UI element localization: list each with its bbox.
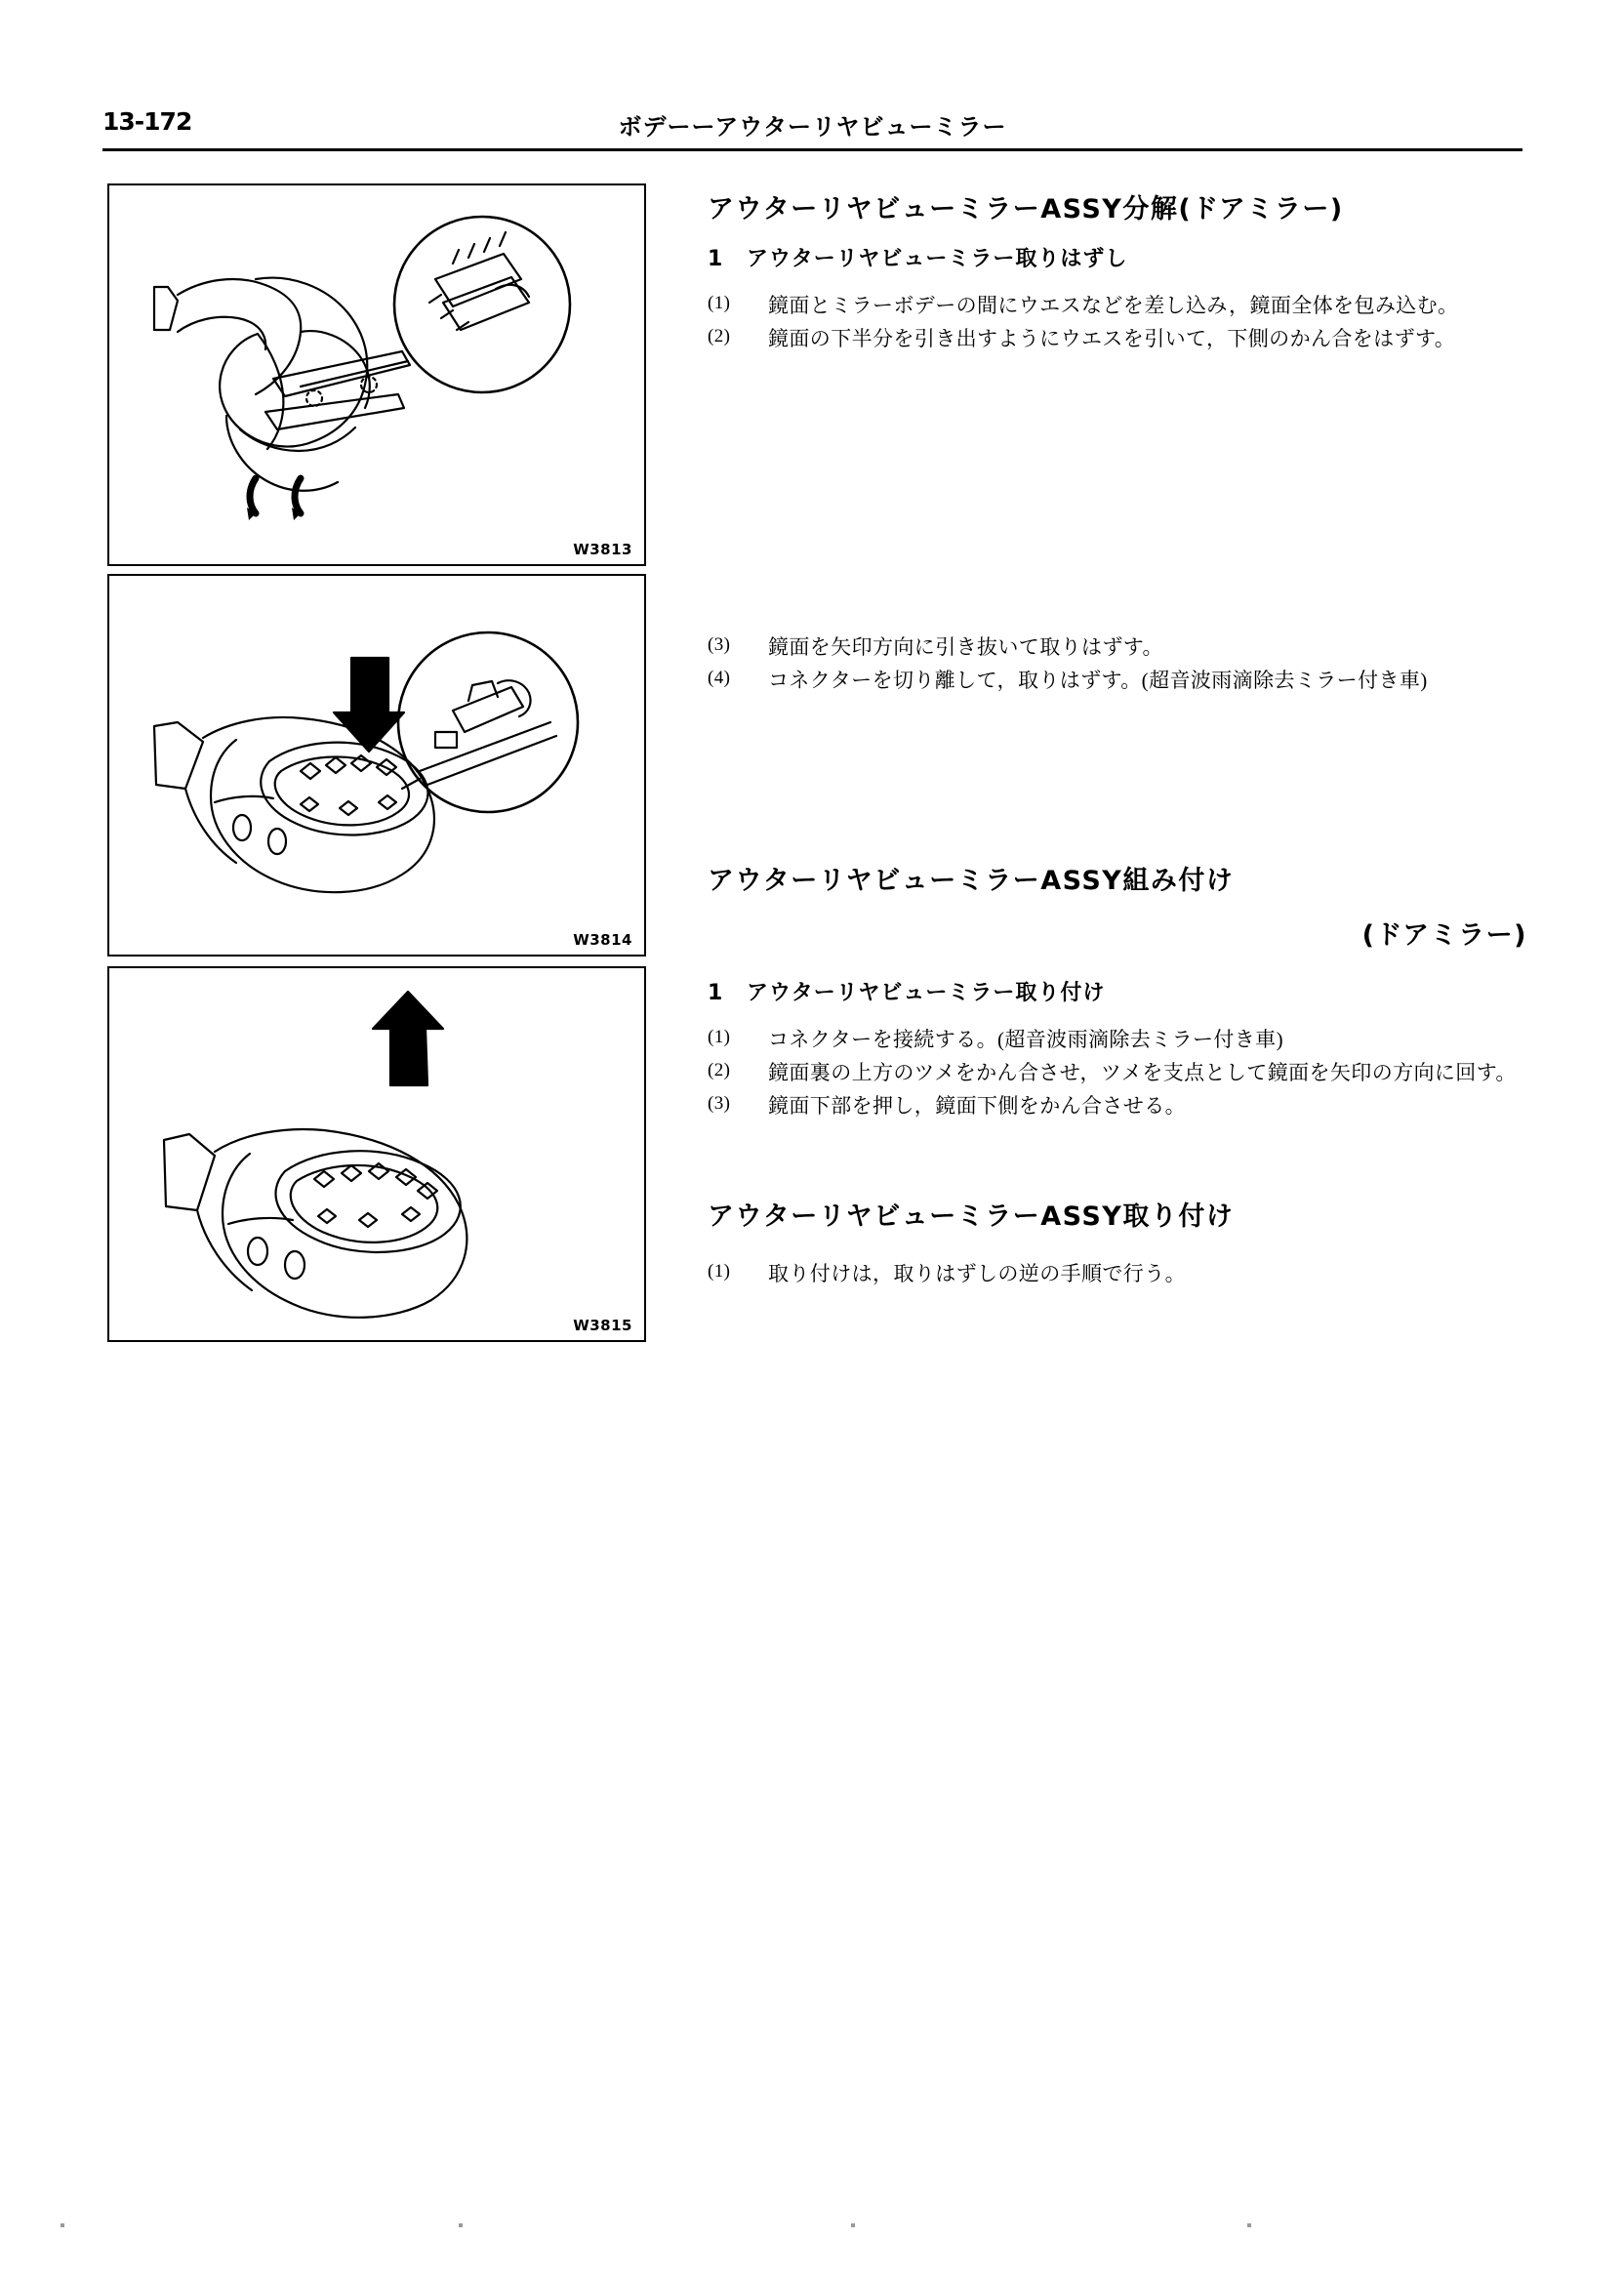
item-marker: (1) bbox=[708, 1027, 731, 1047]
mirror-install-illustration bbox=[109, 968, 644, 1340]
list-item bbox=[708, 1257, 1527, 1290]
item-marker: (3) bbox=[708, 634, 731, 655]
disassembly-section bbox=[708, 187, 1527, 225]
page-title: ボデーーアウターリヤビューミラー bbox=[618, 113, 1007, 141]
assembly-heading-wrap bbox=[708, 914, 1527, 952]
mirror-pull-illustration bbox=[109, 576, 644, 955]
assembly-section bbox=[708, 859, 1527, 897]
registration-mark bbox=[851, 2223, 855, 2227]
step-title: アウターリヤビューミラー取りはずし bbox=[747, 247, 1128, 271]
list-item bbox=[708, 664, 1527, 697]
item-marker: (4) bbox=[708, 668, 731, 689]
disassembly-heading: アウターリヤビューミラーASSY分解(ドアミラー) bbox=[708, 194, 1344, 224]
item-text: 鏡面とミラーボデーの間にウエスなどを差し込み，鏡面全体を包み込む。 bbox=[768, 294, 1459, 317]
page-number: 13-172 bbox=[102, 107, 192, 136]
registration-mark bbox=[61, 2223, 64, 2227]
list-item bbox=[708, 322, 1527, 355]
item-text: 鏡面裏の上方のツメをかん合させ，ツメを支点として鏡面を矢印の方向に回す。 bbox=[768, 1061, 1517, 1085]
mirror-wipe-illustration bbox=[109, 185, 644, 564]
figure-code: W3814 bbox=[573, 931, 632, 949]
registration-mark bbox=[459, 2223, 463, 2227]
item-marker: (1) bbox=[708, 293, 731, 313]
page-header bbox=[102, 107, 1522, 152]
figure-w3813 bbox=[107, 183, 646, 566]
assembly-heading-line1: アウターリヤビューミラーASSY組み付け bbox=[708, 866, 1235, 896]
figure-code: W3815 bbox=[573, 1317, 632, 1334]
step-title: アウターリヤビューミラー取り付け bbox=[747, 981, 1106, 1005]
registration-mark bbox=[1247, 2223, 1251, 2227]
figure-w3814 bbox=[107, 574, 646, 957]
disassembly-step-1 bbox=[708, 242, 1527, 272]
assembly-heading-line2: (ドアミラー) bbox=[1361, 920, 1527, 951]
disassembly-items-lower bbox=[708, 631, 1527, 697]
item-marker: (1) bbox=[708, 1261, 731, 1282]
figure-code: W3813 bbox=[573, 541, 632, 558]
figure-w3815 bbox=[107, 966, 646, 1342]
item-marker: (2) bbox=[708, 326, 731, 347]
item-text: 鏡面下部を押し，鏡面下側をかん合させる。 bbox=[768, 1094, 1186, 1119]
list-item bbox=[708, 1089, 1527, 1122]
list-item bbox=[708, 289, 1527, 322]
assembly-step-1 bbox=[708, 976, 1527, 1006]
list-item bbox=[708, 1056, 1527, 1089]
disassembly-items-upper bbox=[708, 289, 1527, 355]
list-item bbox=[708, 631, 1527, 664]
assembly-step-heading bbox=[708, 976, 1527, 1006]
item-text: 鏡面の下半分を引き出すようにウエスを引いて，下側のかん合をはずす。 bbox=[768, 327, 1456, 351]
item-marker: (2) bbox=[708, 1060, 731, 1081]
item-text: コネクターを接続する。(超音波雨滴除去ミラー付き車) bbox=[768, 1028, 1283, 1051]
step-number: 1 bbox=[708, 247, 724, 271]
assembly-items bbox=[708, 1023, 1527, 1122]
header-divider bbox=[102, 148, 1522, 151]
list-item bbox=[708, 1023, 1527, 1056]
item-text: 鏡面を矢印方向に引き抜いて取りはずす。 bbox=[768, 635, 1163, 659]
installation-heading: アウターリヤビューミラーASSY取り付け bbox=[708, 1201, 1235, 1232]
item-text: コネクターを切り離して，取りはずす。(超音波雨滴除去ミラー付き車) bbox=[768, 669, 1428, 693]
step-number: 1 bbox=[708, 981, 724, 1005]
disassembly-step-heading bbox=[708, 242, 1527, 272]
item-marker: (3) bbox=[708, 1093, 731, 1115]
item-text: 取り付けは，取りはずしの逆の手順で行う。 bbox=[768, 1262, 1186, 1285]
installation-section bbox=[708, 1195, 1527, 1233]
installation-items bbox=[708, 1257, 1527, 1290]
